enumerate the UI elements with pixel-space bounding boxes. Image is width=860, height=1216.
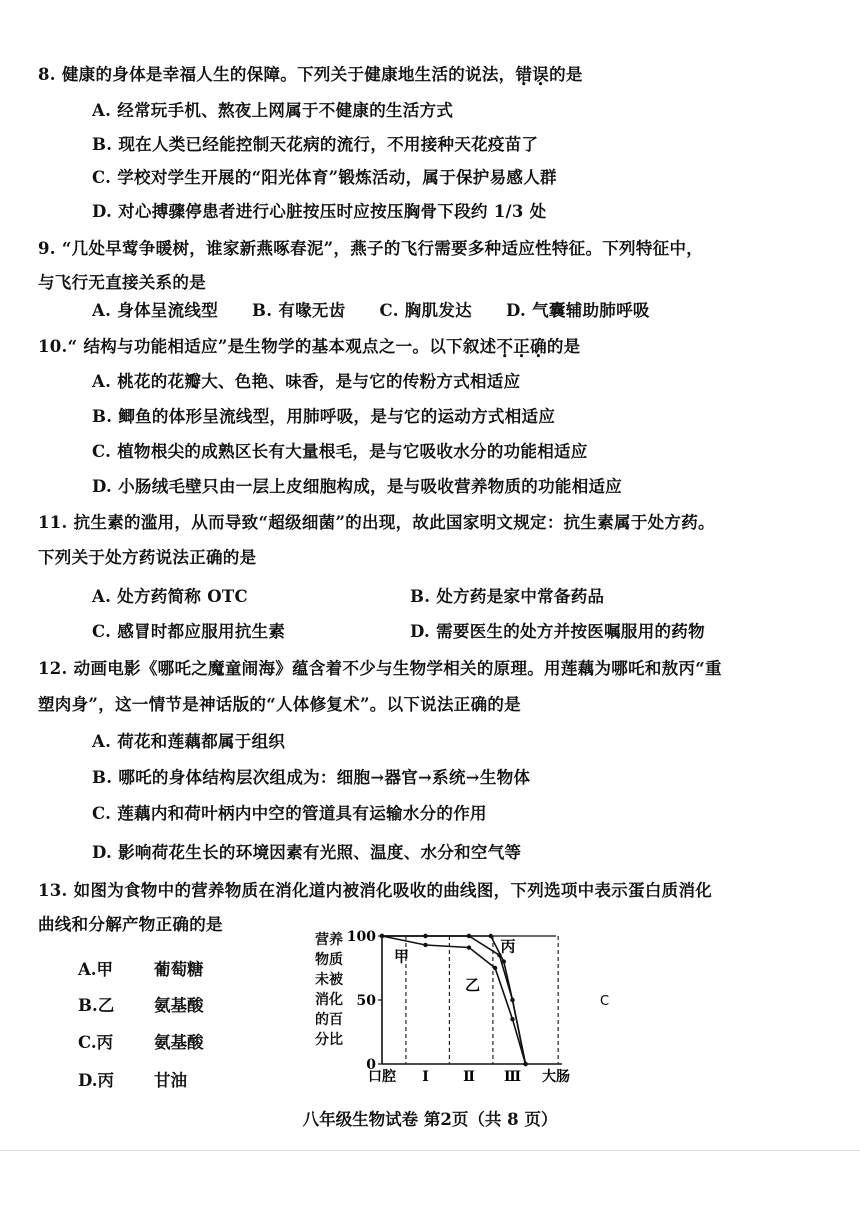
series-point-1 [510, 1017, 514, 1021]
y-tick-label: 50 [356, 993, 376, 1009]
q8-option-c: C. 学校对学生开展的“阳光体育”锻炼活动，属于保护易感人群 [92, 168, 557, 187]
q12-option-a: A. 荷花和莲藕都属于组织 [92, 732, 286, 751]
q9-option-a: A. 身体呈流线型 [92, 301, 218, 320]
x-tick-label: Ⅱ [463, 1069, 475, 1085]
q8-option-b: B. 现在人类已经能控制天花病的流行，不用接种天花疫苗了 [92, 135, 539, 154]
emphasis-char: 不 [496, 337, 514, 356]
q12-option-b: B. 哪吒的身体结构层次组成为：细胞→器官→系统→生物体 [92, 768, 531, 787]
series-point-1 [493, 966, 497, 970]
series-point-1 [467, 945, 471, 949]
q12-stem-line1: 12. 动画电影《哪吒之魔童闹海》蕴含着不少与生物学相关的原理。用莲藕为哪吒和敖丙“重 [38, 659, 722, 678]
chart-ylabel: 营养 物质 未被 消化 的百 分比 [315, 932, 343, 1048]
q11-stem-line2: 下列关于处方药说法正确的是 [38, 548, 257, 567]
q12-option-c: C. 莲藕内和荷叶柄内中空的管道具有运输水分的作用 [92, 804, 487, 823]
q11-option-b: B. 处方药是家中常备药品 [410, 587, 605, 606]
x-tick-label: 大肠 [542, 1069, 570, 1085]
q10-option-d: D. 小肠绒毛壁只由一层上皮细胞构成，是与吸收营养物质的功能相适应 [92, 477, 623, 496]
q11-option-a: A. 处方药简称 OTC [92, 587, 248, 606]
series-point-1 [423, 943, 427, 947]
q8-option-a: A. 经常玩手机、熬夜上网属于不健康的生活方式 [92, 101, 454, 120]
q10-stem: 10.“ 结构与功能相适应”是生物学的基本观点之一。以下叙述不正确的是 [38, 337, 581, 356]
q9-option-d: D. 气囊辅助肺呼吸 [505, 301, 650, 320]
series-label-3: 丙 [500, 937, 516, 956]
emphasis-char: 错 [515, 65, 533, 84]
q11-option-c: C. 感冒时都应服用抗生素 [92, 622, 286, 641]
emphasis-char: 正 [513, 337, 531, 356]
q10-option-a: A. 桃花的花瓣大、色艳、味香，是与它的传粉方式相适应 [92, 372, 521, 391]
q9-option-c: C. 胸肌发达 [379, 301, 472, 320]
series-point-3 [489, 934, 493, 938]
q10-option-c: C. 植物根尖的成熟区长有大量根毛，是与它吸收水分的功能相适应 [92, 442, 588, 461]
series-point-3 [423, 934, 427, 938]
q13-choice-c: C.丙 氨基酸 [78, 1033, 204, 1052]
stray-mark: C [600, 994, 610, 1009]
page-footer: 八年级生物试卷 第2页（共 8 页） [302, 1110, 558, 1129]
series-point-3 [467, 934, 471, 938]
q8-option-d: D. 对心搏骤停患者进行心脏按压时应按压胸骨下段约 1/3 处 [92, 202, 547, 221]
q11-option-d: D. 需要医生的处方并按医嘱服用的药物 [410, 622, 705, 641]
q9-stem-line2: 与飞行无直接关系的是 [38, 273, 206, 292]
q13-choice-d: D.丙 甘油 [78, 1071, 187, 1090]
q13-stem-line1: 13. 如图为食物中的营养物质在消化道内被消化吸收的曲线图，下列选项中表示蛋白质消化 [38, 881, 713, 900]
scan-divider [0, 1150, 860, 1151]
q13-choice-b: B.乙 氨基酸 [78, 996, 204, 1015]
series-point-3 [502, 959, 506, 963]
q9-option-b: B. 有喙无齿 [252, 301, 346, 320]
series-label-1: 甲 [394, 947, 410, 966]
y-tick-label: 0 [366, 1057, 376, 1073]
series-point-3 [510, 998, 514, 1002]
x-tick-label: Ⅲ [503, 1069, 522, 1085]
q13-stem-line2: 曲线和分解产物正确的是 [38, 915, 223, 934]
q13-choice-a: A.甲 葡萄糖 [78, 960, 204, 979]
emphasis-char: 确 [530, 337, 547, 356]
q10-option-b: B. 鲫鱼的体形呈流线型，用肺呼吸，是与它的运动方式相适应 [92, 407, 556, 426]
x-tick-label: 口腔 [368, 1069, 396, 1085]
q9-options [92, 300, 684, 322]
q11-stem-line1: 11. 抗生素的滥用，从而导致“超级细菌”的出现，故此国家明文规定：抗生素属于处方药。 [38, 513, 715, 532]
q8-stem: 8. 健康的身体是幸福人生的保障。下列关于健康地生活的说法，错误的是 [38, 65, 583, 84]
series-label-2: 乙 [465, 975, 481, 994]
q12-stem-line2: 塑肉身”，这一情节是神话版的“人体修复术”。以下说法正确的是 [38, 695, 521, 714]
q12-option-d: D. 影响荷花生长的环境因素有光照、温度、水分和空气等 [92, 843, 522, 862]
x-tick-label: Ⅰ [422, 1069, 429, 1085]
digestion-chart [296, 924, 626, 1094]
series-point-3 [380, 934, 384, 938]
q9-stem-line1: 9. “几处早莺争暖树，谁家新燕啄春泥”，燕子的飞行需要多种适应性特征。下列特征中， [38, 239, 704, 258]
y-tick-label: 100 [346, 929, 376, 945]
emphasis-char: 误 [532, 65, 550, 84]
chart-plot [296, 924, 626, 1094]
series-point-3 [523, 1062, 527, 1066]
